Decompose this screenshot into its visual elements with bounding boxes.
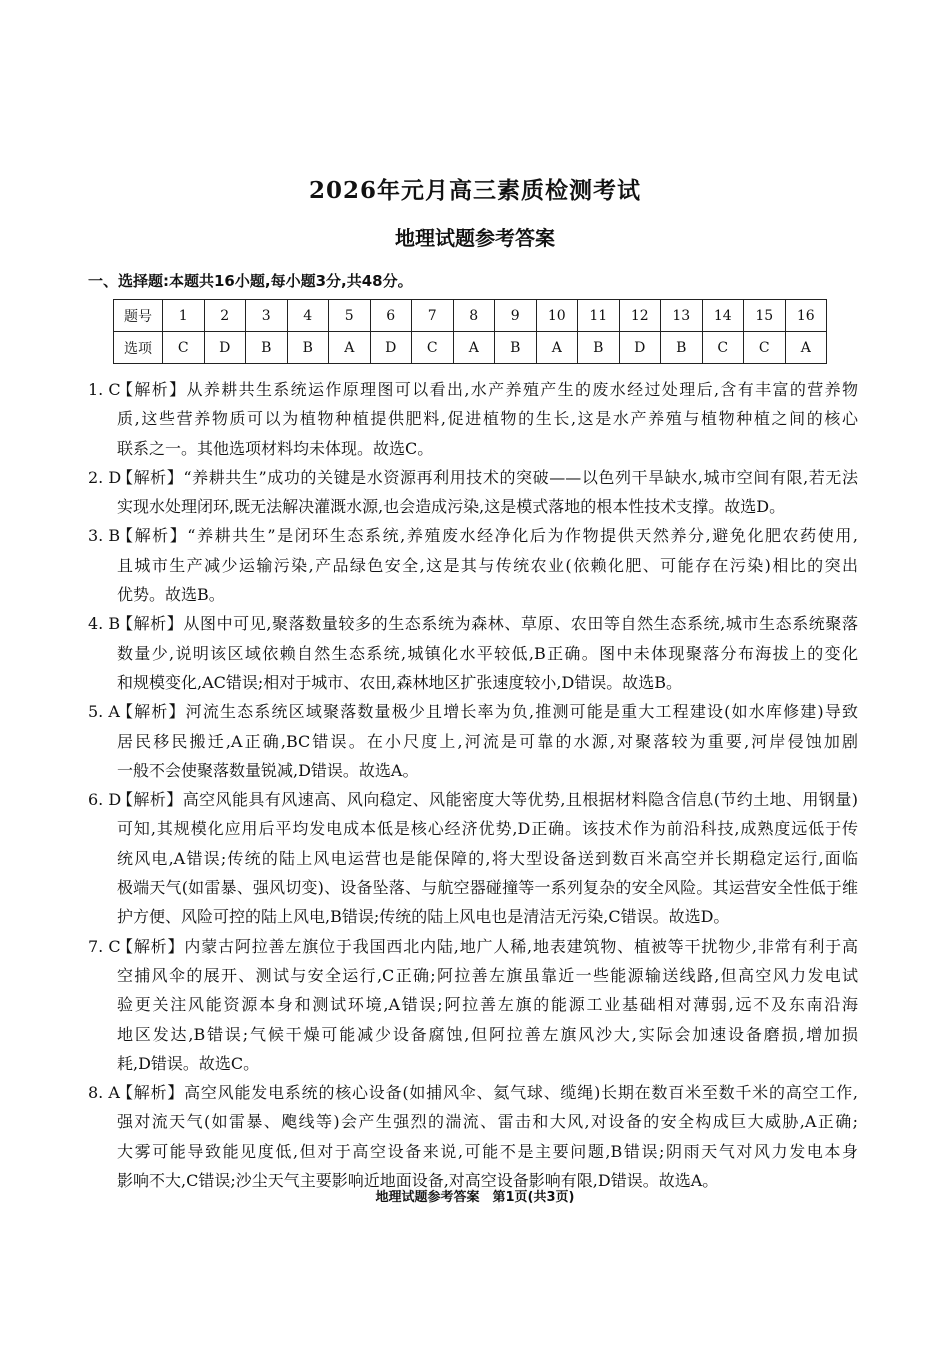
list-item	[88, 375, 858, 463]
explanation-line: 【解析】从养耕共生系统运作原理图可以看出,水产养殖产生的废水经过处理后,含有丰富的营养物	[117, 380, 858, 399]
answer-table	[113, 299, 827, 364]
explanation-line: 极端天气(如雷暴、强风切变)、设备坠落、与航空器碰撞等一系列复杂的安全风险。其运营安全性低于维	[117, 878, 858, 898]
explanation-line: 影响不大,C错误;沙尘天气主要影响近地面设备,对高空设备影响有限,D错误。故选A。	[117, 1171, 719, 1191]
answer-cell: D	[619, 332, 661, 364]
row-label: 选项	[114, 332, 163, 364]
answer-cell: C	[702, 332, 744, 364]
question-number-row	[114, 300, 827, 332]
explanation-line: 【解析】内蒙古阿拉善左旗位于我国西北内陆,地广人稀,地表建筑物、植被等干扰物少,非常有利于高	[117, 936, 858, 956]
explanation-line: 验更关注风能资源本身和测试环境,A错误;阿拉善左旗的能源工业基础相对薄弱,远不及东南沿海	[117, 995, 858, 1015]
explanation-line: 【解析】河流生态系统区域聚落数量极少且增长率为负,推测可能是重大工程建设(如水库修建)导致	[117, 702, 858, 722]
explanation-line: 耗,D错误。故选C。	[117, 1053, 260, 1073]
answer-cell: C	[744, 332, 786, 364]
explanation-line: 数量少,说明该区域依赖自然生态系统,城镇化水平较低,B正确。图中未体现聚落分布海拔上的变化	[117, 643, 858, 663]
item-number: 2. D	[88, 467, 122, 487]
explanation-line: 联系之一。其他选项材料均未体现。故选C。	[117, 438, 434, 458]
answer-cell: C	[163, 332, 205, 364]
explanation-line: 【解析】“养耕共生”成功的关键是水资源再利用技术的突破——以色列干旱缺水,城市空间有限,若无法	[117, 467, 858, 487]
answer-cell: B	[661, 332, 703, 364]
question-number-cell: 3	[246, 300, 288, 332]
explanation-line: 【解析】高空风能具有风速高、风向稳定、风能密度大等优势,且根据材料隐含信息(节约土地、用钢量)	[117, 790, 858, 810]
explanation-line: 地区发达,B错误;气候干燥可能减少设备腐蚀,但阿拉善左旗风沙大,实际会加速设备磨损,增加损	[117, 1024, 858, 1044]
answer-cell: B	[246, 332, 288, 364]
item-number: 1. C	[88, 380, 121, 399]
explanation-line: 大雾可能导致能见度低,但对于高空设备来说,可能不是主要问题,B错误;阴雨天气对风力发电本身	[117, 1141, 858, 1161]
explanation-line: 【解析】从图中可见,聚落数量较多的生态系统为森林、草原、农田等自然生态系统,城市生态系统聚落	[117, 614, 858, 634]
exam-title: 2026年元月高三素质检测考试	[308, 177, 641, 204]
explanation-line: 【解析】“养耕共生”是闭环生态系统,养殖废水经净化后为作物提供天然养分,避免化肥农药使用,	[117, 526, 858, 546]
section-heading: 一、选择题:本题共16小题,每小题3分,共48分。	[88, 272, 413, 290]
item-number: 3. B	[88, 526, 121, 546]
explanation-line: 一般不会使聚落数量锐减,D错误。故选A。	[117, 760, 419, 780]
question-number-cell: 4	[287, 300, 329, 332]
answer-row	[114, 332, 827, 364]
explanations-list	[88, 375, 858, 1195]
question-number-cell: 12	[619, 300, 661, 332]
answer-cell: A	[329, 332, 371, 364]
explanation-line: 【解析】高空风能发电系统的核心设备(如捕风伞、氦气球、缆绳)长期在数百米至数千米的高空工作,	[117, 1083, 858, 1103]
list-item	[88, 463, 858, 522]
question-number-cell: 11	[578, 300, 620, 332]
question-number-cell: 13	[661, 300, 703, 332]
item-number: 5. A	[88, 702, 120, 722]
question-number-cell: 15	[744, 300, 786, 332]
question-number-cell: 8	[453, 300, 495, 332]
answer-cell: A	[453, 332, 495, 364]
answer-cell: B	[287, 332, 329, 364]
list-item	[88, 697, 858, 785]
page-footer: 地理试题参考答案 第1页(共3页)	[375, 1190, 575, 1205]
explanation-line: 强对流天气(如雷暴、飑线等)会产生强烈的湍流、雷击和大风,对设备的安全构成巨大威胁,A正确;	[117, 1112, 858, 1132]
answer-cell: A	[536, 332, 578, 364]
list-item	[88, 932, 858, 1078]
answer-cell: D	[204, 332, 246, 364]
item-number: 4. B	[88, 614, 121, 634]
question-number-cell: 10	[536, 300, 578, 332]
explanation-line: 统风电,A错误;传统的陆上风电运营也是能保障的,将大型设备送到数百米高空并长期稳定运行,面临	[117, 848, 858, 868]
answer-cell: B	[495, 332, 537, 364]
explanation-line: 质,这些营养物质可以为植物种植提供肥料,促进植物的生长,这是水产养殖与植物种植之间的核心	[117, 409, 858, 429]
question-number-cell: 6	[370, 300, 412, 332]
item-number: 7. C	[88, 936, 121, 956]
question-number-cell: 1	[163, 300, 205, 332]
explanation-line: 且城市生产减少运输污染,产品绿色安全,这是其与传统农业(依赖化肥、可能存在污染)相比的突出	[117, 555, 858, 575]
explanation-line: 空捕风伞的展开、测试与安全运行,C正确;阿拉善左旗虽靠近一些能源输送线路,但高空风力发电试	[117, 965, 858, 985]
explanation-line: 护方便、风险可控的陆上风电,B错误;传统的陆上风电也是清洁无污染,C错误。故选D。	[117, 907, 730, 927]
explanation-line: 和规模变化,AC错误;相对于城市、农田,森林地区扩张速度较小,D错误。故选B。	[117, 672, 683, 692]
explanation-line: 居民移民搬迁,A正确,BC错误。在小尺度上,河流是可靠的水源,对聚落较为重要,河岸侵蚀加剧	[117, 731, 858, 751]
list-item	[88, 1078, 858, 1195]
answer-cell: A	[785, 332, 827, 364]
explanation-line: 可知,其规模化应用后平均发电成本低是核心经济优势,D正确。该技术作为前沿科技,成熟度远低于传	[117, 819, 858, 839]
question-number-cell: 2	[204, 300, 246, 332]
question-number-cell: 5	[329, 300, 371, 332]
question-number-cell: 16	[785, 300, 827, 332]
answer-cell: C	[412, 332, 454, 364]
answer-cell: D	[370, 332, 412, 364]
list-item	[88, 521, 858, 609]
list-item	[88, 785, 858, 931]
question-number-cell: 9	[495, 300, 537, 332]
list-item	[88, 609, 858, 697]
question-number-cell: 7	[412, 300, 454, 332]
explanation-line: 优势。故选B。	[117, 585, 225, 605]
answer-cell: B	[578, 332, 620, 364]
page-subtitle: 地理试题参考答案	[395, 226, 555, 250]
question-number-cell: 14	[702, 300, 744, 332]
explanation-line: 实现水处理闭环,既无法解决灌溉水源,也会造成污染,这是模式落地的根本性技术支撑。故选D。	[117, 497, 786, 517]
row-label: 题号	[114, 300, 163, 332]
item-number: 8. A	[88, 1083, 120, 1103]
item-number: 6. D	[88, 790, 122, 810]
